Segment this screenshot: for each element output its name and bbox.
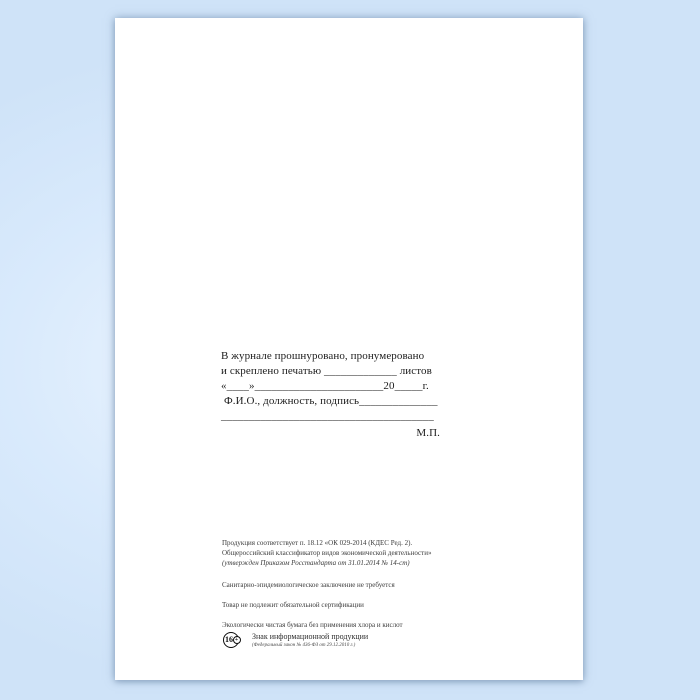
standard-line-2: Общероссийский классификатор видов экономической деятельности» [222,549,432,557]
age-mark-title: Знак информационной продукции [252,632,369,641]
fineprint-block [222,538,462,649]
binding-line-3-date: «____»_______________________20_____г. [221,380,429,392]
standard-line-1: Продукция соответствует п. 18.12 «ОК 029-2014 (КДЕС Ред. 2). [222,539,413,547]
binding-line-1: В журнале прошнуровано, пронумеровано [221,350,425,362]
binding-line-5-blank: ______________________________________ [221,410,434,422]
age-mark-law-reference: (Федеральный закон № 436-ФЗ от 29.12.2010 г.) [252,643,356,648]
standard-compliance-paragraph [222,538,462,568]
age-mark-row [222,632,462,649]
age-rating-16plus-icon [223,632,239,648]
age-mark-text [252,632,368,649]
certification-note: Товар не подлежит обязательной сертификации [222,601,364,609]
binding-line-2: и скреплено печатью _____________ листов [221,365,432,377]
stamp-place-label: М.П. [416,427,440,439]
binding-line-4-signature: Ф.И.О., должность, подпись______________ [224,395,438,407]
age-rating-number: 16 [225,635,233,644]
journal-back-page [115,18,583,680]
binding-certification-block [221,349,440,441]
age-rating-plus-icon: + [233,636,241,644]
sanitary-note: Санитарно-эпидемиологическое заключение не требуется [222,581,395,589]
eco-paper-note: Экологически чистая бумага без применения хлора и кислот [222,621,403,629]
standard-approval-note: (утвержден Приказом Росстандарта от 31.01.2014 № 14-ст) [222,559,410,567]
